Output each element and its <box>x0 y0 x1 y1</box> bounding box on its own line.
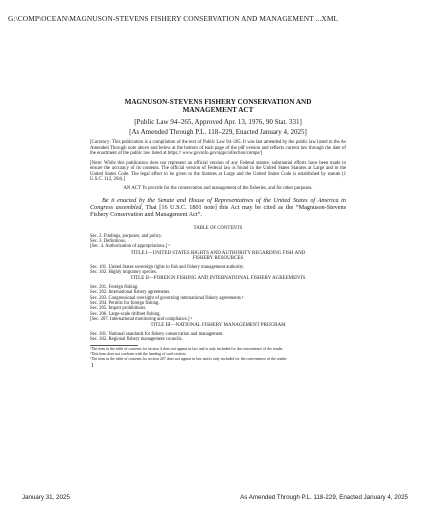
toc-entry: Sec. 3. Definitions. <box>90 239 127 245</box>
toc-entry: Sec. 203. Congressional oversight of governing international fishery agreements.² <box>90 295 244 301</box>
toc-entry: Sec. 204. Permits for foreign fishing. <box>90 300 160 306</box>
footnote-2: ²This item does not conform with the heading of such section. <box>90 351 187 356</box>
currency-note: [Currency: This publication is a compilation of the text of Public Law 94–265. It was last amended by the public law listed in the As Amended Through note above and below at the bottom of each page of the pdf version and reflects current law through the date of the enactment of the public law listed at https:// www.govinfo.gov/app/collection/comps/] <box>90 140 346 157</box>
act-title-line-2: MANAGEMENT ACT <box>182 106 254 115</box>
toc-entry: Sec. 201. Foreign fishing. <box>90 285 139 291</box>
toc-entry: [Sec. 207. International monitoring and compliance.] ³ <box>90 316 193 322</box>
page-number: 1 <box>91 363 94 370</box>
toc-title-1-sections <box>90 265 346 276</box>
toc-intro-sections <box>90 234 346 250</box>
enacting-clause: Be it enacted by the Senate and House of Representatives of the United States of America in Congress assembled, <box>90 197 346 212</box>
act-title <box>90 98 346 114</box>
enacting-paragraph <box>90 198 346 218</box>
toc-entry: Sec. 206. Large-scale driftnet fishing. <box>90 311 161 317</box>
act-title-line-1: MAGNUSON-STEVENS FISHERY CONSERVATION AND <box>124 98 312 106</box>
document-body <box>90 98 346 369</box>
toc-entry: Sec. 202. International fishery agreements. <box>90 290 171 296</box>
amended-through-note: [As Amended Through P.L. 118–229, Enacted January 4, 2025] <box>129 128 307 137</box>
footnote-3: ³The item in the table of contents for section 207 does not appear in law and is only included for the convenience of the reader. <box>90 356 288 361</box>
toc-title-3-heading: TITLE III—NATIONAL FISHERY MANAGEMENT PROGRAM <box>150 323 286 329</box>
toc-title-3-sections <box>90 332 346 343</box>
toc-title-1-line-2: FISHERY RESOURCES <box>192 256 244 262</box>
toc-heading: TABLE OF CONTENTS <box>193 225 243 231</box>
toc-title-1-heading <box>90 251 346 262</box>
footer-amended-through: As Amended Through P.L. 118-229, Enacted January 4, 2025 <box>240 494 408 501</box>
toc-entry: Sec. 205. Import prohibitions. <box>90 306 147 312</box>
toc-title-2-heading: TITLE II—FOREIGN FISHING AND INTERNATIONAL FISHERY AGREEMENTS <box>130 276 306 282</box>
file-path-header: G:\COMP\OCEAN\MAGNUSON-STEVENS FISHERY CONSERVATION AND MANAGEMENT ...XML <box>8 14 339 23</box>
footer-date: January 31, 2025 <box>22 494 70 501</box>
toc-entry: [Sec. 4. Authorization of appropriations.] ¹ <box>90 244 170 250</box>
toc-entry: Sec. 302. Regional fishery management councils. <box>90 337 183 343</box>
official-version-note: [Note: While this publication does not represent an official version of any Federal statute, substantial efforts have been made to ensure the accuracy of its contents. The official version of Federal law is found in the United States Statutes at Large and in the United States Code. The legal effect to be given to the Statutes at Large and the United States Code is established by statute (1 U.S.C. 112, 204).] <box>90 160 346 183</box>
toc-entry: Sec. 102. Highly migratory species. <box>90 270 158 276</box>
public-law-citation: [Public Law 94–265, Approved Apr. 13, 1976, 90 Stat. 331] <box>134 118 302 127</box>
toc-title-1-line-1: TITLE I—UNITED STATES RIGHTS AND AUTHORITY REGARDING FISH AND <box>130 250 306 256</box>
toc-entry: Sec. 2. Findings, purposes, and policy. <box>90 233 163 239</box>
act-purpose: AN ACT To provide for the conservation and management of the fisheries, and for other purposes. <box>123 185 313 191</box>
short-title-clause: That [16 U.S.C. 1801 note] this Act may be cited as the “Magnuson-Stevens Fishery Conservation and Management Act”. <box>90 204 346 218</box>
toc-title-2-sections <box>90 285 346 322</box>
footnote-1: ¹The item in the table of contents for section 4 does not appear in law and is only included for the convenience of the reader. <box>90 346 284 351</box>
toc-entry: Sec. 301. National standards for fishery conservation and management. <box>90 331 224 337</box>
toc-entry: Sec. 101. United States sovereign rights to fish and fishery management authority. <box>90 264 245 270</box>
